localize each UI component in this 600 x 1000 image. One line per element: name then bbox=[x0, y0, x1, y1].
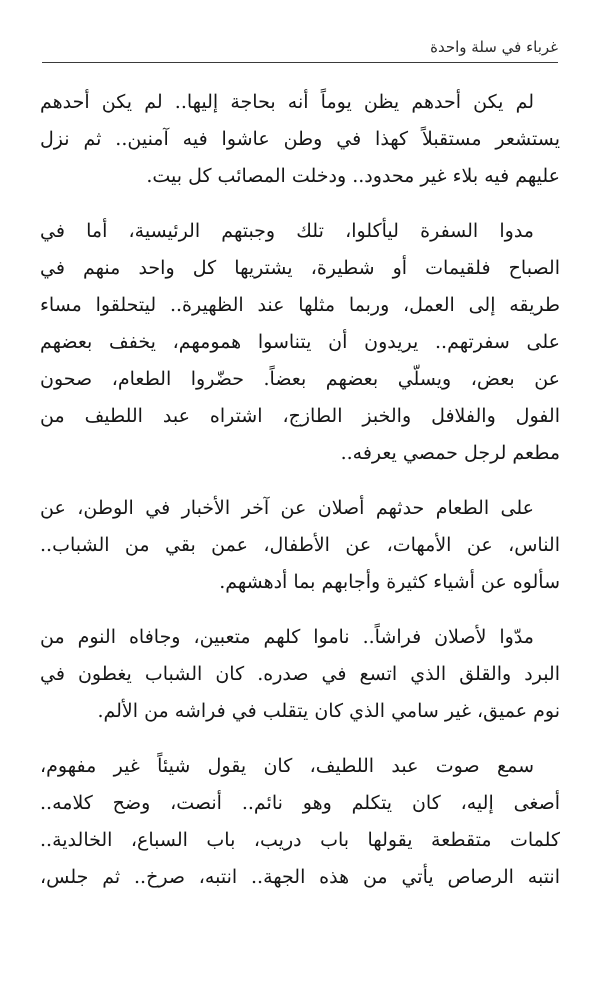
text-line: سمع صوت عبد اللطيف، كان يقول شيئاً غير مفهوم، bbox=[40, 755, 534, 777]
text-line: طريقه إلى العمل، وربما مثلها عند الظهيرة.. ليتحلقوا مساء bbox=[40, 294, 560, 316]
text-line: الصباح فلقيمات أو شطيرة، يشتريها كل واحد منهم في bbox=[40, 257, 560, 279]
text-line: يستشعر مستقبلاً كهذا في وطن عاشوا فيه آمنين.. ثم نزل bbox=[40, 128, 560, 150]
paragraph bbox=[40, 490, 560, 601]
text-line: سألوه عن أشياء كثيرة وأجابهم بما أدهشهم. bbox=[219, 571, 560, 593]
paragraph bbox=[40, 213, 560, 472]
text-line: لم يكن أحدهم يظن يوماً أنه بحاجة إليها.. لم يكن أحدهم bbox=[40, 91, 534, 113]
text-line: الفول والفلافل والخبز الطازج، اشتراه عبد اللطيف من bbox=[40, 405, 560, 427]
paragraph bbox=[40, 619, 560, 730]
text-line: على سفرتهم.. يريدون أن يتناسوا همومهم، يخفف بعضهم bbox=[40, 331, 560, 353]
running-title: غرباء في سلة واحدة bbox=[430, 38, 558, 56]
paragraph bbox=[40, 84, 560, 195]
text-line: أصغى إليه، كان يتكلم وهو نائم.. أنصت، وضح كلامه.. bbox=[40, 792, 560, 814]
body-text bbox=[40, 84, 560, 914]
text-line: البرد والقلق الذي اتسع في صدره. كان الشباب يغطون في bbox=[40, 663, 560, 685]
text-line: كلمات متقطعة يقولها باب دريب، باب السباع، الخالدية.. bbox=[40, 829, 560, 851]
text-line: مدوا السفرة ليأكلوا، تلك وجبتهم الرئيسية، أما في bbox=[40, 220, 534, 242]
text-line: عليهم فيه بلاء غير محدود.. ودخلت المصائب كل بيت. bbox=[146, 165, 560, 187]
text-line: انتبه الرصاص يأتي من هذه الجهة.. انتبه، صرخ.. ثم جلس، bbox=[40, 866, 560, 888]
text-line: الناس، عن الأمهات، عن الأطفال، عمن بقي من الشباب.. bbox=[40, 534, 560, 556]
running-header bbox=[42, 36, 558, 63]
text-line: مطعم لرجل حمصي يعرفه.. bbox=[340, 442, 560, 464]
text-line: على الطعام حدثهم أصلان عن آخر الأخبار في الوطن، عن bbox=[40, 497, 534, 519]
text-line: عن بعض، ويسلّي بعضهم بعضاً. حضّروا الطعام، صحون bbox=[40, 368, 560, 390]
text-line: مدّوا لأصلان فراشاً.. ناموا كلهم متعبين، وجافاه النوم من bbox=[40, 626, 534, 648]
text-line: نوم عميق، غير سامي الذي كان يتقلب في فراشه من الألم. bbox=[97, 700, 560, 722]
paragraph bbox=[40, 748, 560, 896]
